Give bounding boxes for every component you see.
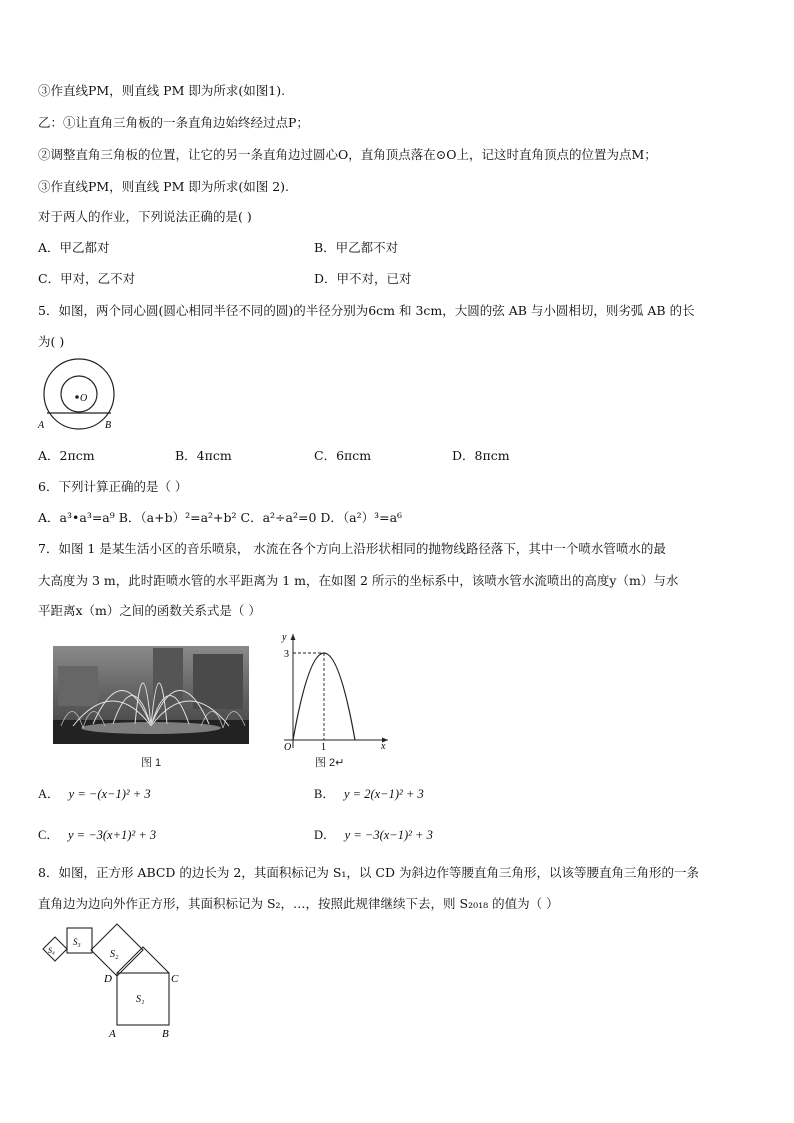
- q4-option-c: C．甲对，乙不对: [38, 271, 136, 286]
- text-line-3: ②调整直角三角板的位置，让它的另一条直角边过圆心O，直角顶点落在⊙O上，记这时直角顶点的位置为点M；: [38, 147, 657, 162]
- label-a: A: [109, 1028, 116, 1040]
- y-axis-label: y: [282, 632, 287, 643]
- y-axis-arrow: [291, 634, 296, 640]
- q5-option-a: A．2πcm: [38, 448, 95, 463]
- question-5-text-2: 为( ): [38, 334, 65, 349]
- q4-option-b: B．甲乙都不对: [314, 240, 399, 255]
- label-b: B: [105, 420, 112, 431]
- q4-option-d: D．甲不对，已对: [314, 271, 412, 286]
- figure-1-caption: 图 1: [141, 757, 162, 769]
- origin-label: O: [284, 742, 292, 752]
- q7-option-c: [38, 825, 156, 845]
- question-7-text-3: 平距离x（m）之间的函数关系式是（ ）: [38, 603, 261, 618]
- tick-3: 3: [284, 649, 289, 660]
- q5-option-d: D．8πcm: [452, 448, 510, 463]
- q7-option-d-letter: D．: [314, 828, 336, 842]
- question-7-text-1: 7．如图 1 是某生活小区的音乐喷泉， 水流在各个方向上沿形状相同的抛物线路径落下，其中一个喷水管喷水的最: [38, 541, 666, 556]
- q7-option-d: [314, 825, 433, 845]
- question-6-options: A．a³•a³=a⁹ B．（a+b）²=a²+b² C．a²÷a²=0 D．（a²）³=a⁶: [38, 510, 403, 525]
- text-line-1: ③作直线PM，则直线 PM 即为所求(如图1).: [38, 83, 286, 98]
- parabola-curve: [293, 653, 355, 740]
- x-axis-label: x: [381, 741, 386, 752]
- center-point: [75, 395, 79, 399]
- q7-option-b-letter: B．: [314, 787, 335, 801]
- q5-option-b: B．4πcm: [175, 448, 232, 463]
- question-8-text-2: 直角边为边向外作正方形，其面积标记为 S₂，…，按照此规律继续下去，则 S₂₀₁₈ 的值为（ ）: [38, 896, 559, 911]
- q7-option-a-expr: y = −(x−1)² + 3: [68, 787, 151, 801]
- q7-option-c-letter: C．: [38, 828, 59, 842]
- squares-figure: [38, 922, 186, 1044]
- text-line-4: ③作直线PM，则直线 PM 即为所求(如图 2).: [38, 179, 290, 194]
- triangle-cd: [117, 947, 169, 973]
- label-s2: S₂: [110, 949, 119, 960]
- label-c: C: [171, 973, 179, 985]
- large-circle: [44, 359, 114, 429]
- question-4-prompt: 对于两人的作业，下列说法正确的是( ): [38, 209, 252, 224]
- q7-option-a: [38, 784, 151, 804]
- label-d: D: [104, 973, 112, 985]
- q5-option-c: C．6πcm: [314, 448, 372, 463]
- square-s4: [43, 937, 67, 961]
- tick-1: 1: [321, 742, 326, 752]
- fountain-photo: [53, 646, 249, 744]
- parabola-graph: [276, 628, 392, 752]
- q7-option-c-expr: y = −3(x+1)² + 3: [67, 828, 157, 842]
- question-7-text-2: 大高度为 3 m，此时距喷水管的水平距离为 1 m，在如图 2 所示的坐标系中，该喷水管水流喷出的高度y（m）与水: [38, 573, 679, 588]
- small-circle: [61, 376, 97, 412]
- question-5-text-1: 5．如图，两个同心圆(圆心相同半径不同的圆)的半径分别为6cm 和 3cm，大圆的弦 AB 与小圆相切，则劣弧 AB 的长: [38, 303, 695, 318]
- label-o: O: [80, 393, 88, 404]
- concentric-circles-figure: [36, 358, 122, 432]
- question-6-text: 6．下列计算正确的是（ ）: [38, 479, 188, 494]
- q4-option-a: A．甲乙都对: [38, 240, 110, 255]
- q7-option-b-expr: y = 2(x−1)² + 3: [343, 787, 424, 801]
- q7-option-d-expr: y = −3(x−1)² + 3: [344, 828, 433, 842]
- label-a: A: [38, 420, 45, 431]
- q7-option-b: [314, 784, 424, 804]
- figure-2-caption: 图 2↵: [315, 757, 345, 769]
- q7-option-a-letter: A．: [38, 787, 60, 801]
- label-s3: S₃: [73, 937, 81, 947]
- label-s4: S₄: [48, 946, 55, 955]
- question-8-text-1: 8．如图，正方形 ABCD 的边长为 2，其面积标记为 S₁，以 CD 为斜边作等腰直角三角形，以该等腰直角三角形的一条: [38, 865, 699, 880]
- label-b: B: [162, 1028, 169, 1040]
- text-line-2: 乙：①让直角三角板的一条直角边始终经过点P；: [38, 115, 309, 130]
- label-s1: S₁: [136, 994, 145, 1005]
